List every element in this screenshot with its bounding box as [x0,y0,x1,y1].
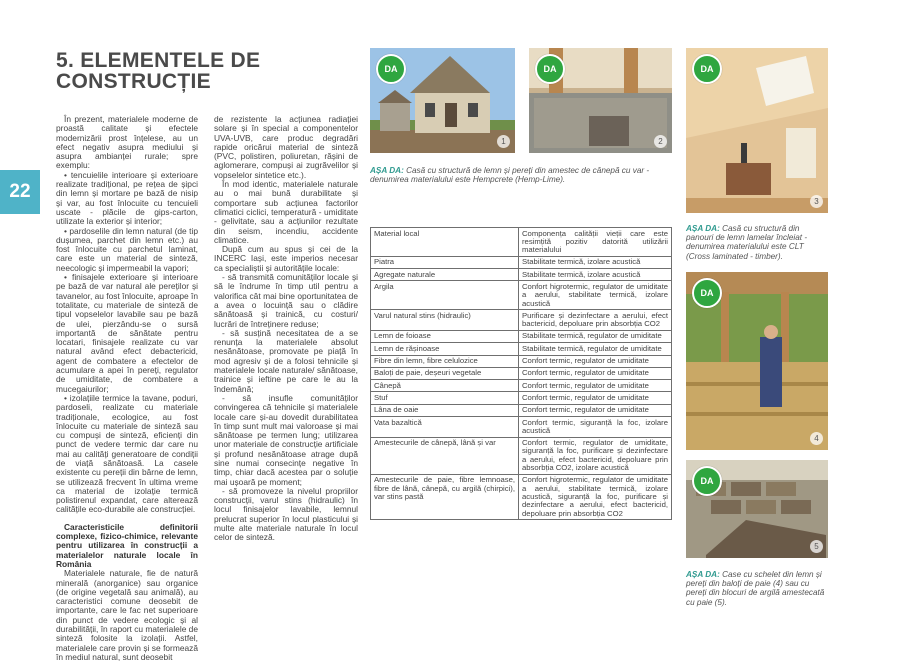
paragraph: Materialele naturale, fie de natură minerală (anorganice) sau organice (de origine vegetală sau animală), au caracteristici comune deosebit de importante, care le fac net superioare din punct de vedere ecologic și al durabilității, în raport cu materialele de sinteză folosite la izolații. Astfel, materialele care provin și se formează în mediul natural, sunt deosebit [56,568,198,662]
paragraph: de rezistente la acțiunea radiației solare și în special a componentelor UVA-UVB, care produc degradări rapide oricărui material de sinteză (PVC, polistiren, poliuretan, rășini de aglomerare, compuși ai zugrăvelilor și vopselelor sintetice etc.). [214,114,358,180]
benefit-cell: Stabilitate termică, regulator de umiditate [519,343,672,355]
material-cell: Lemn de foioase [371,330,519,342]
benefit-cell: Confort higrotermic, regulator de umiditate a aerului, stabilitate termică, izolare acustică, siguranță la foc, purificare și dezinfectare a aerului, efect bactericid, depoluare prin absorbția CO2 [519,474,672,519]
material-cell: Lâna de oaie [371,404,519,416]
page-number-tab [0,170,40,214]
benefit-cell: Componența calității vieții care este resimțită pozitiv datorită utilizării materialului [519,228,672,257]
page-title-line1: 5. ELEMENTELE DE [56,49,261,72]
caption-text: Case cu schelet din lemn și pereți din baloți de paie (4) sau cu pereți din blocuri de argilă amestecată cu paie (5). [686,570,825,607]
benefit-cell: Purificare și dezinfectare a aerului, efect bactericid, depoluare prin absorbția CO2 [519,310,672,331]
da-badge: DA [376,54,406,84]
caption-hempcrete [370,166,672,184]
material-cell: Cânepă [371,380,519,392]
benefit-cell: Confort termic, regulator de umiditate [519,355,672,367]
table-row [371,437,672,474]
paragraph: • izolațiile termice la tavane, poduri, pardoseli, realizate cu materiale tradiționale, ecologice, au fost înlocuite cu materiale de sinteză sau cu compuși de sinteză, eficienți din punct de vedere termic dar care nu mai au calități generatoare de condiții de viață sănătoasă. La casele existente cu pereții din bârne de lemn, se utilizează frecvent în ultima vreme ca material de izolație termică polistirenul expandat, care alterează calitățile eco-durabile ale construcției. [56,392,198,515]
photo-number: 3 [810,195,823,208]
page-number: 22 [9,181,31,202]
table-row [371,380,672,392]
materials-table [370,227,672,520]
paragraph: • tencuielile interioare și exterioare realizate tradițional, pe rețea de șipci din lemn și mortare pe bază de nisip și var, au fost înlocuite cu tencuieli uscate - plăcile de gips-carton, utilizate la exterior și interior; [56,169,198,227]
material-cell: Amestecurile de paie, fibre lemnoase, fibre de lână, cânepă, cu argilă (chirpici), var stins pastă [371,474,519,519]
table-row [371,474,672,519]
paragraph: - să promoveze la nivelul propriilor construcții, varul stins (hidraulic) în locul finisajelor lavabile, lemnul prelucrat superior în locul plasticului și multe alte materiale naturale în locul celor de sinteză. [214,485,358,543]
photo-number: 1 [497,135,510,148]
table-row [371,392,672,404]
photo-number: 2 [654,135,667,148]
page-title-line2: CONSTRUCȚIE [56,70,211,93]
photo-clt-interior [686,48,828,213]
benefit-cell: Confort termic, regulator de umiditate [519,392,672,404]
paragraph: - să susțină necesitatea de a se renunța la materialele absolut nesănătoase, promovate pe piață în mod agresiv și de a folosi tehnicile și materialele locale naturale/ sănătoase, trainice și ieftine pe care le au la îndemână; [214,327,358,394]
paragraph: • pardoselile din lemn natural (de tip dușumea, parchet din lemn etc.) au fost înlocuite cu parchetul laminat, care este un material de sinteză, neecologic și impermeabil la vapori; [56,225,198,273]
section-heading: Caracteristicile definitorii complexe, fizico-chimice, relevante pentru utilizarea în construcții a materialelor naturale locale în România [56,521,198,569]
table-row [371,256,672,268]
table-row [371,367,672,379]
table-row [371,330,672,342]
paragraph: După cum au spus și cei de la INCERC Iași, este imperios necesar ca specialiștii și autoritățile locale: [214,244,358,273]
table-row [371,228,672,257]
benefit-cell: Confort termic, regulator de umiditate [519,380,672,392]
caption-straw-earth [686,570,828,607]
material-cell: Fibre din lemn, fibre celulozice [371,355,519,367]
table-row [371,355,672,367]
photo-number: 4 [810,432,823,445]
caption-lead: AȘA DA: [686,224,720,233]
table-row [371,281,672,310]
photo-earth-blocks [686,460,828,558]
material-cell: Vata bazaltică [371,417,519,438]
paragraph: • finisajele exterioare și interioare pe bază de var natural ale pereților și tavanelor, au fost înlocuite, aproape în totalitate, cu materiale de sinteză de tipul vopselelor lavabile sau pe bază de ulei, pierzându-se o sursă importantă de sănătate pentru locatari, finisajele realizate cu var natural având efect debactericid, agent de combatere a efectelor de acumulare a apei în pereți, regulator de umiditate, de combatere a mucegaiurilor; [56,272,199,394]
material-cell: Stuf [371,392,519,404]
benefit-cell: Confort termic, regulator de umiditate [519,404,672,416]
table-row [371,343,672,355]
paragraph: În mod identic, materialele naturale au o mai bună durabilitate și comportare sub acțiunea factorilor climatici ciclici, temperatură - umiditate - gelivitate, sau a acțiunilor rezultate din seism, incendiu, accidente climatice. [214,179,358,245]
photo-straw-bales [686,272,828,450]
table-row [371,310,672,331]
da-badge: DA [535,54,565,84]
benefit-cell: Stabilitate termică, regulator de umiditate [519,330,672,342]
page-title [56,50,296,92]
benefit-cell: Confort termic, regulator de umiditate [519,367,672,379]
table-row [371,417,672,438]
photo-number: 5 [810,540,823,553]
caption-text: Casă cu structură din panouri de lemn lamelar încleiat - denumirea materialului este CLT (Cross laminated - timber). [686,224,808,261]
photo-hempcrete [529,48,672,153]
da-badge: DA [692,278,722,308]
material-cell: Amestecurile de cânepă, lână și var [371,437,519,474]
caption-lead: AȘA DA: [370,166,404,175]
material-cell: Lemn de rășinoase [371,343,519,355]
da-badge: DA [692,466,722,496]
material-cell: Piatra [371,256,519,268]
material-cell: Argila [371,281,519,310]
benefit-cell: Stabilitate termică, izolare acustică [519,256,672,268]
material-cell: Agregate naturale [371,269,519,281]
material-cell: Varul natural stins (hidraulic) [371,310,519,331]
paragraph: - să transmită comunităților locale și să le îndrume în timp util pentru a valorifica cât mai bine oportunitatea de a avea o locuință sau o clădire sănătoasă și trainică, cu costuri/ lucrări de întreținere reduse; [214,272,358,329]
paragraph: - să insufle comunităților convingerea că tehnicile și materialele locale care și-au dovedit durabilitatea în timp sunt mult mai valoroase și mai sănătoase pe termen lung; utilizarea unor materiale de construcție artificiale și profund nesănătoase atrage după sine numai consecințe negative în timp, chiar dacă acestea par o soluție mai ușoară pe moment; [214,392,358,487]
da-badge: DA [692,54,722,84]
benefit-cell: Confort termic, siguranță la foc, izolare acustică [519,417,672,438]
caption-text: Casă cu structură de lemn și pereți din amestec de cânepă cu var - denumirea materialului este Hempcrete (Hemp-Lime). [370,166,650,185]
material-cell: Material local [371,228,519,257]
caption-clt [686,224,828,261]
table-row [371,404,672,416]
paragraph: În prezent, materialele moderne de proastă calitate și efectele modernizării prost înțelese, au un efect negativ asupra mediului și asupra ambianței rurale; spre exemplu: [56,114,198,171]
photo-house [370,48,515,153]
material-cell: Baloți de paie, deșeuri vegetale [371,367,519,379]
text-column-1 [56,115,198,662]
text-column-2 [214,115,358,543]
benefit-cell: Stabilitate termică, izolare acustică [519,269,672,281]
table-row [371,269,672,281]
benefit-cell: Confort higrotermic, regulator de umiditate a aerului, stabilitate termică, izolare acustică [519,281,672,310]
caption-lead: AȘA DA: [686,570,720,579]
benefit-cell: Confort termic, regulator de umiditate, siguranță la foc, purificare și dezinfectare a aerului, efect bactericid, depoluare prin absorbția CO2, izolare acustică [519,437,672,474]
